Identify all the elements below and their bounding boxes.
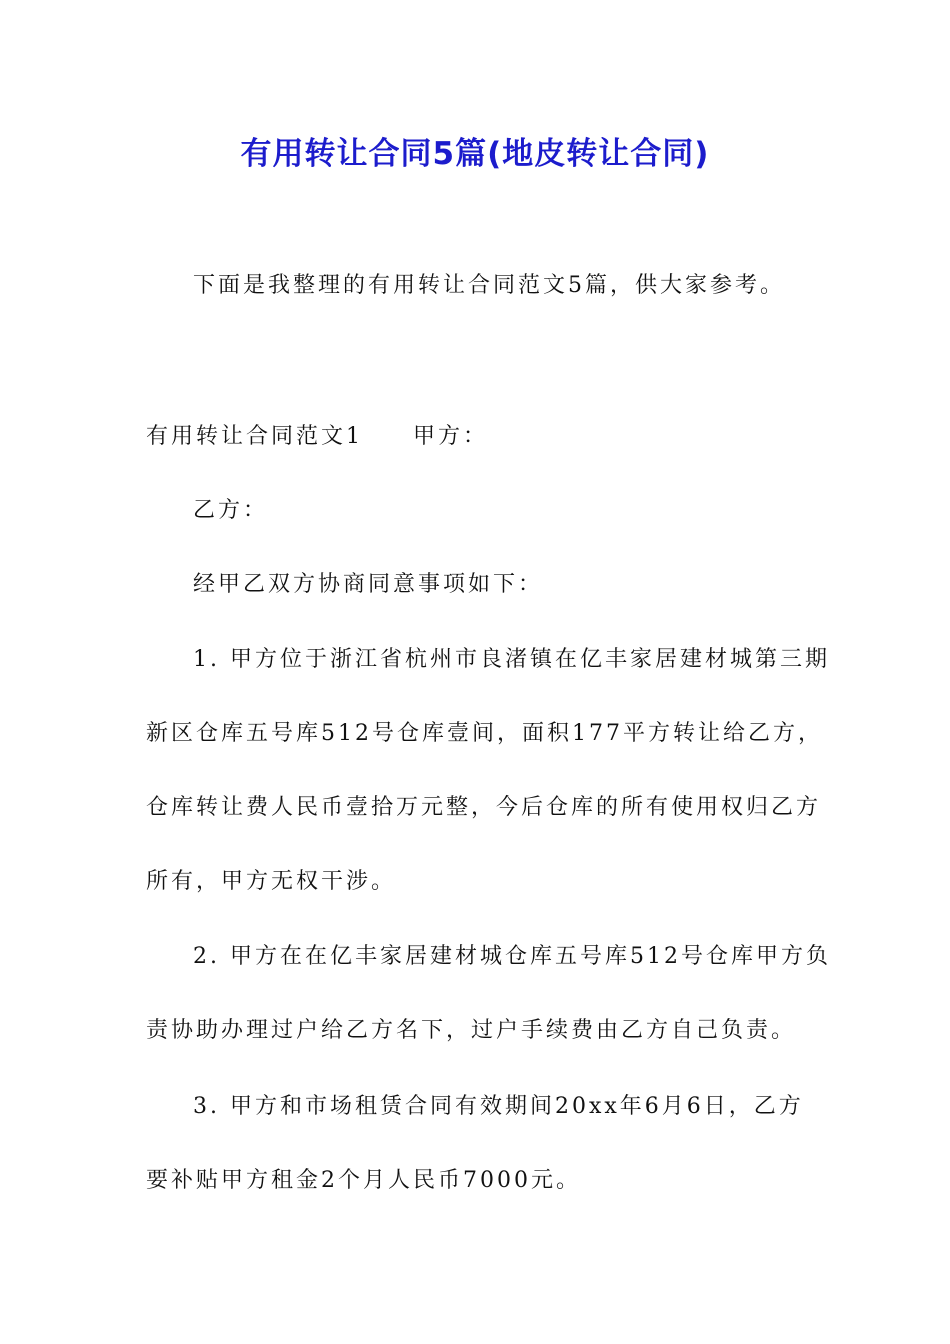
clause-line: 所有，甲方无权干涉。 (146, 869, 397, 894)
clause-line: 3. 甲方和市场租赁合同有效期间20xx年6月6日，乙方 (193, 1094, 804, 1119)
clause-line: 仓库转让费人民币壹拾万元整，今后仓库的所有使用权归乙方 (146, 795, 822, 820)
clause-line: 责协助办理过户给乙方名下，过户手续费由乙方自己负责。 (146, 1018, 797, 1043)
section-heading: 有用转让合同范文1 (146, 424, 363, 449)
intro-paragraph: 下面是我整理的有用转让合同范文5篇，供大家参考。 (193, 273, 785, 298)
clause-line: 新区仓库五号库512号仓库壹间，面积177平方转让给乙方， (146, 721, 823, 746)
clause-line: 要补贴甲方租金2个月人民币7000元。 (146, 1168, 581, 1193)
party-b-label: 乙方： (193, 498, 269, 523)
document-title: 有用转让合同5篇(地皮转让合同) (240, 136, 710, 172)
section-heading-row (146, 422, 816, 452)
clause-line: 2. 甲方在在亿丰家居建材城仓库五号库512号仓库甲方负 (193, 944, 831, 969)
clause-line: 1. 甲方位于浙江省杭州市良渚镇在亿丰家居建材城第三期 (193, 647, 830, 672)
party-a-label: 甲方： (413, 424, 489, 449)
agreement-intro: 经甲乙双方协商同意事项如下： (193, 572, 544, 597)
